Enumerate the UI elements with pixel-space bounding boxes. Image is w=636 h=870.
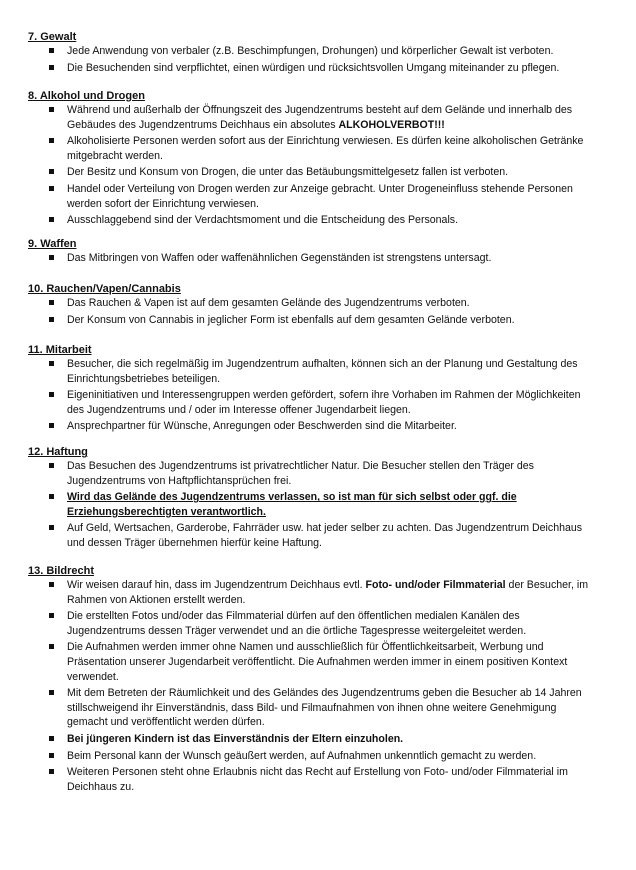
bullet-icon (49, 169, 54, 174)
list-item (28, 732, 598, 747)
item-text-bold-underlined: Wird das Gelände des Jugendzentrums verlassen, so ist man für sich selbst oder ggf. die Erziehungsberechtigten verantwortlich. (67, 491, 517, 518)
list-item (28, 640, 598, 684)
section-heading: 11. Mitarbeit (28, 344, 92, 356)
item-text: Das Mitbringen von Waffen oder waffenähnlichen Gegenständen ist strengstens untersagt. (67, 252, 492, 264)
bullet-icon (49, 613, 54, 618)
bullet-icon (49, 463, 54, 468)
section-waffen (28, 237, 598, 268)
list-item (28, 490, 598, 519)
list-item (28, 578, 598, 607)
bullet-icon (49, 65, 54, 70)
list-item (28, 44, 598, 59)
item-text-bold: Foto- und/oder Filmmaterial (365, 579, 506, 591)
section-heading: 7. Gewalt (28, 31, 77, 43)
bullet-icon (49, 423, 54, 428)
item-text: Handel oder Verteilung von Drogen werden zur Anzeige gebracht. Unter Drogeneinfluss stehende Personen werden sofort der Einrichtung verwiesen. (67, 182, 573, 210)
item-text: Jede Anwendung von verbaler (z.B. Beschimpfungen, Drohungen) und körperlicher Gewalt ist verboten. (67, 45, 554, 57)
list-item (28, 296, 598, 311)
section-heading: 12. Haftung (28, 446, 88, 458)
list-item (28, 213, 598, 228)
item-text: Der Besitz und Konsum von Drogen, die unter das Betäubungsmittelgesetz fallen ist verboten. (67, 166, 509, 179)
list-item (28, 103, 598, 132)
item-text-bold: Bei jüngeren Kindern ist das Einverständnis der Eltern einzuholen. (67, 732, 404, 745)
bullet-icon (49, 753, 54, 758)
item-text: Weiteren Personen steht ohne Erlaubnis nicht das Recht auf Erstellung von Foto- und/oder Filmmaterial im Deichhaus zu. (67, 766, 568, 793)
section-heading: 9. Waffen (28, 238, 77, 250)
list-item (28, 357, 598, 386)
item-text: Beim Personal kann der Wunsch geäußert werden, auf Aufnahmen unkenntlich gemacht zu werden. (67, 749, 537, 762)
bullet-icon (49, 644, 54, 649)
section-mitarbeit (28, 343, 598, 436)
section-heading: 10. Rauchen/Vapen/Cannabis (28, 283, 181, 295)
item-text: Während und außerhalb der Öffnungszeit des Jugendzentrums besteht auf dem Gelände und innerhalb des Gebäudes des Jugendzentrums Deichhaus ein absolutes (67, 104, 573, 131)
list-item (28, 251, 598, 266)
bullet-icon (49, 392, 54, 397)
bullet-list (28, 459, 598, 551)
item-text: Ausschlaggebend sind der Verdachtsmoment und die Entscheidung des Personals. (67, 214, 459, 227)
section-haftung (28, 445, 598, 553)
bullet-list (28, 578, 598, 794)
bullet-icon (49, 361, 54, 366)
list-item (28, 686, 598, 730)
item-text: Mit dem Betreten der Räumlichkeit und des Geländes des Jugendzentrums geben die Besucher ab 14 Jahren stillschweigend ihr Einverständnis, dass Bild- und Filmaufnahmen von ihnen ohne weitere Genehmigung gemacht und veröffentlicht werden dürfen. (67, 687, 582, 729)
bullet-icon (49, 736, 54, 741)
bullet-icon (49, 186, 54, 191)
item-text: Auf Geld, Wertsachen, Garderobe, Fahrräder usw. hat jeder selber zu achten. Das Jugendzentrum Deichhaus und dessen Träger übernehmen hierfür keine Haftung. (67, 522, 583, 549)
bullet-list (28, 44, 598, 75)
bullet-icon (49, 300, 54, 305)
bullet-list (28, 251, 598, 266)
item-text: Die Aufnahmen werden immer ohne Namen und ausschließlich für Öffentlichkeitsarbeit, Werbung und Präsentation unserer Jugendarbeit veröffentlicht. Die Aufnahmen werden immer in einem positiven Kontext verwendet. (67, 641, 568, 683)
section-bildrecht (28, 564, 598, 796)
list-item (28, 165, 598, 180)
section-heading: 13. Bildrecht (28, 565, 95, 577)
section-rauchen (28, 282, 598, 329)
item-text-bold: ALKOHOLVERBOT!!! (338, 118, 445, 131)
bullet-icon (49, 48, 54, 53)
item-text: Ansprechpartner für Wünsche, Anregungen oder Beschwerden sind die Mitarbeiter. (67, 420, 457, 433)
list-item (28, 61, 598, 76)
list-item (28, 313, 598, 328)
bullet-icon (49, 769, 54, 774)
list-item (28, 749, 598, 764)
bullet-icon (49, 525, 54, 530)
bullet-icon (49, 690, 54, 695)
bullet-icon (49, 138, 54, 143)
bullet-icon (49, 582, 54, 587)
item-text: Die Besuchenden sind verpflichtet, einen würdigen und rücksichtsvollen Umgang miteinander zu pflegen. (67, 61, 560, 74)
item-text: Alkoholisierte Personen werden sofort aus der Einrichtung verwiesen. Es dürfen keine alkoholischen Getränke mitgebracht werden. (67, 135, 584, 162)
bullet-list (28, 357, 598, 434)
bullet-icon (49, 494, 54, 499)
section-gewalt (28, 30, 598, 77)
bullet-icon (49, 317, 54, 322)
list-item (28, 459, 598, 488)
item-text: der Besucher, im Rahmen von Aktionen erstellt werden. (67, 579, 589, 606)
bullet-list (28, 103, 598, 228)
section-heading: 8. Alkohol und Drogen (28, 90, 145, 102)
item-text: Besucher, die sich regelmäßig im Jugendzentrum aufhalten, können sich an der Planung und Gestaltung des Einrichtungsbetriebes beteiligen. (67, 358, 578, 385)
list-item (28, 388, 598, 417)
list-item (28, 134, 598, 163)
bullet-list (28, 296, 598, 327)
item-text: Der Konsum von Cannabis in jeglicher Form ist ebenfalls auf dem gesamten Gelände verboten. (67, 313, 515, 326)
list-item (28, 419, 598, 434)
item-text: Eigeninitiativen und Interessengruppen werden gefördert, sofern ihre Vorhaben im Rahmen der Möglichkeiten des Jugendzentrums und / oder im Interesse offener Jugendarbeit liegen. (67, 389, 581, 416)
bullet-icon (49, 107, 54, 112)
list-item (28, 765, 598, 794)
item-text: Das Rauchen & Vapen ist auf dem gesamten Gelände des Jugendzentrums verboten. (67, 297, 470, 309)
list-item (28, 609, 598, 638)
item-text: Die erstellten Fotos und/oder das Filmmaterial dürfen auf den öffentlichen medialen Kanälen des Jugendzentrums dessen Träger verwendet und an die örtliche Tagespresse weitergeleitet werden. (67, 610, 527, 637)
item-text: Wir weisen darauf hin, dass im Jugendzentrum Deichhaus evtl. (67, 579, 366, 591)
bullet-icon (49, 217, 54, 222)
section-alkohol-drogen (28, 89, 598, 230)
list-item (28, 182, 598, 211)
bullet-icon (49, 255, 54, 260)
list-item (28, 521, 598, 550)
item-text: Das Besuchen des Jugendzentrums ist privatrechtlicher Natur. Die Besucher stellen den Träger des Jugendzentrums von Haftpflichtansprüchen frei. (67, 460, 534, 487)
